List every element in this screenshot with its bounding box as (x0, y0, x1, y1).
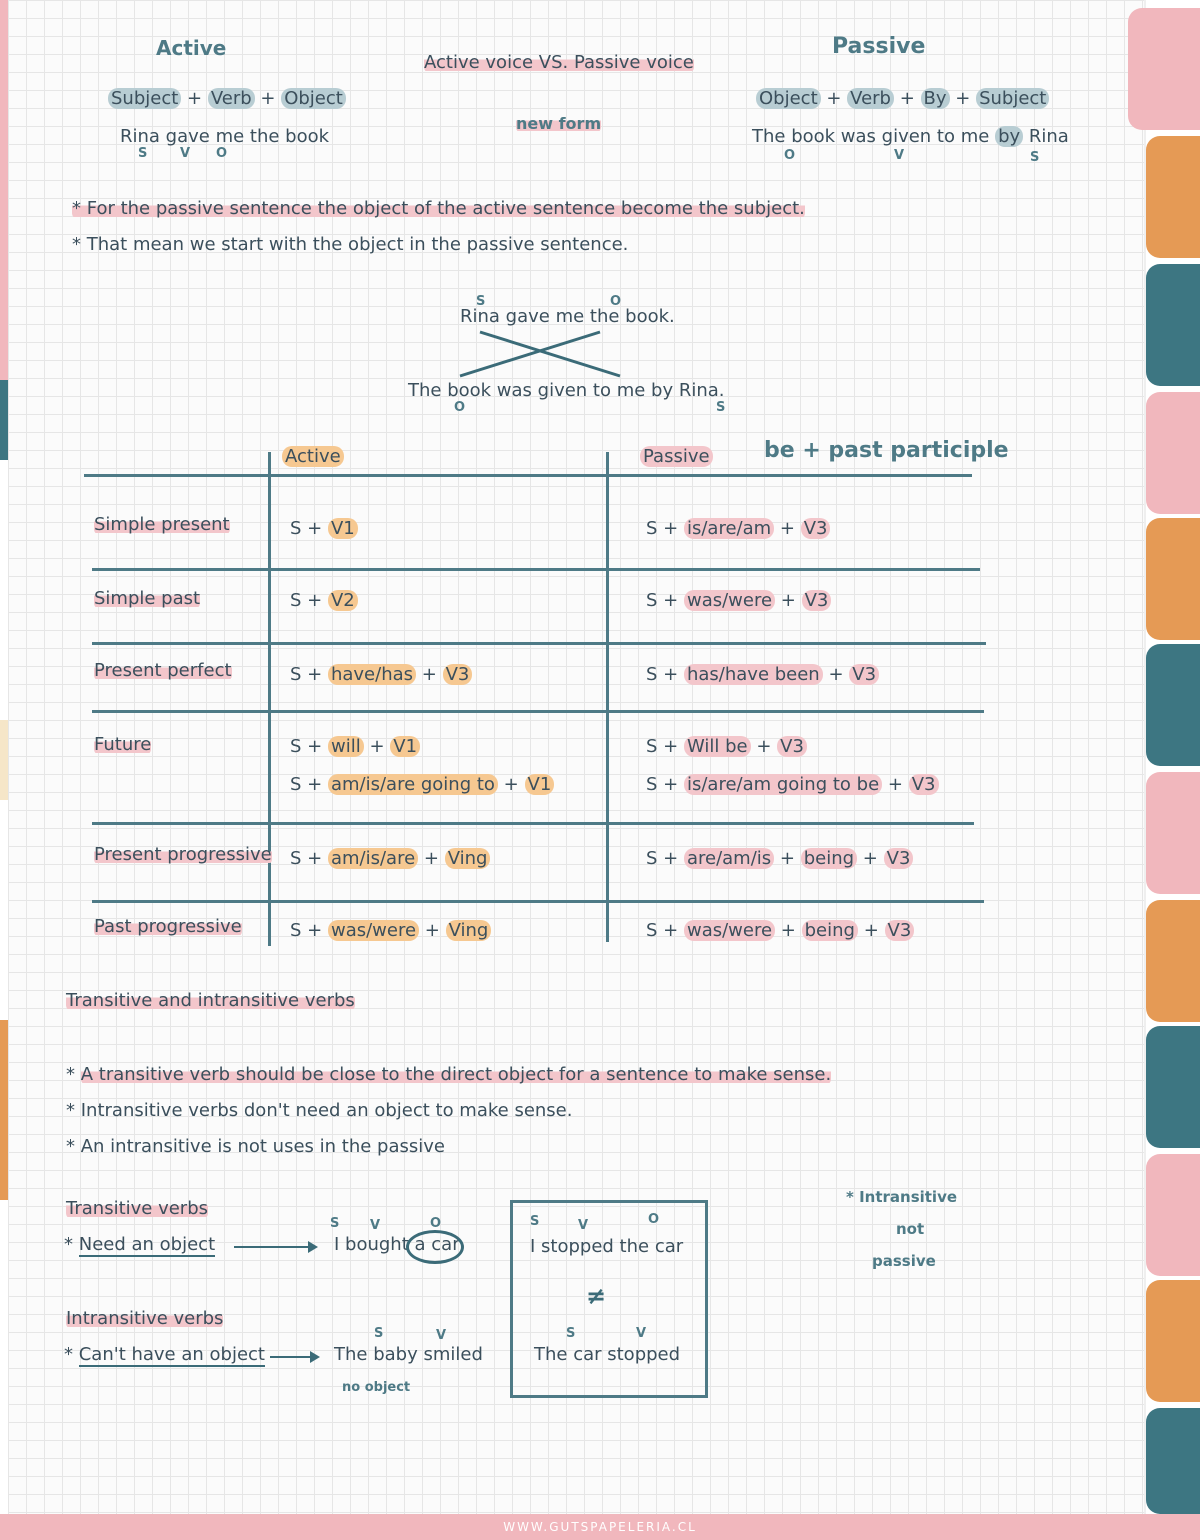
formula-object: Object (281, 88, 346, 109)
cell-v3: V3 (777, 736, 807, 757)
cell-plus: + (780, 590, 796, 611)
transitive-point-3 (66, 1136, 445, 1157)
box-mark-v2: V (636, 1326, 647, 1341)
rule-text: Can't have an object (78, 1344, 265, 1365)
cell-aux: has/have been (684, 664, 823, 685)
cell-v3: V3 (801, 518, 831, 539)
cell-being: being (802, 920, 858, 941)
active-past-progressive (290, 920, 491, 941)
left-deco-cream (0, 720, 8, 800)
cell-s: S + (290, 774, 323, 795)
cell-aux: was/were (684, 920, 775, 941)
intransitive-label-text: Intransitive verbs (66, 1308, 224, 1329)
new-form-label (516, 114, 601, 133)
page-title-text: Active voice VS. Passive voice (424, 52, 694, 73)
box-top-sentence: I stopped the car (530, 1236, 684, 1257)
formula-by-p: By (921, 88, 950, 109)
active-simple-past (290, 590, 358, 611)
tense-6-label: Past progressive (94, 916, 242, 937)
tense-simple-past (94, 588, 200, 609)
cell-plus: + (863, 920, 879, 941)
footer-url[interactable]: WWW.GUTSPAPELERIA.CL (0, 1514, 1200, 1540)
trans-mark-o: O (430, 1216, 442, 1231)
tense-simple-present (94, 514, 230, 535)
intransitive-example: The baby smiled (334, 1344, 483, 1365)
passive-simple-past (646, 590, 831, 611)
table-row-rule-5 (92, 900, 984, 903)
tense-present-progressive (94, 844, 272, 865)
tense-present-perfect (94, 660, 232, 681)
cell-plus: + (887, 774, 903, 795)
note-2 (72, 234, 628, 255)
tab-4[interactable] (1146, 392, 1200, 514)
mark-o-active: O (216, 146, 228, 161)
cell-s: S + (290, 736, 323, 757)
left-deco-teal (0, 380, 8, 460)
cell-plus: + (828, 664, 844, 685)
tab-9[interactable] (1146, 1026, 1200, 1148)
mark-v-passive: V (894, 148, 905, 163)
cell-plus: + (503, 774, 519, 795)
example-pre: I bought (334, 1234, 409, 1255)
passive-example (752, 126, 1069, 147)
table-header-passive (640, 446, 713, 467)
cell-v1: V1 (328, 518, 358, 539)
box-mark-o: O (648, 1212, 660, 1227)
note-1-content: For the passive sentence the object of the active sentence become the subject. (86, 198, 805, 219)
cell-s: S + (646, 920, 679, 941)
diagram-cross-arrows (440, 326, 680, 386)
cell-v3: V3 (885, 920, 915, 941)
transitive-title-text: Transitive and intransitive verbs (66, 990, 355, 1011)
diagram-active-sentence: Rina gave me the book. (460, 306, 675, 327)
new-form-text: new form (516, 114, 602, 133)
note-1 (72, 198, 805, 219)
cell-plus: + (779, 848, 795, 869)
transitive-point-1 (66, 1064, 831, 1085)
no-object-note: no object (342, 1380, 411, 1395)
not-equal-sign: ≠ (586, 1282, 607, 1310)
diagram-mark-o: O (610, 294, 622, 309)
tense-1-label: Simple present (94, 514, 230, 535)
box-mark-v: V (578, 1218, 589, 1233)
cell-aux: have/has (328, 664, 416, 685)
left-deco-orange (0, 1020, 8, 1200)
active-present-perfect (290, 664, 472, 685)
cell-plus: + (423, 848, 439, 869)
intransitive-verbs-label (66, 1308, 223, 1329)
formula-verb: Verb (208, 88, 255, 109)
cell-ving: Ving (445, 848, 491, 869)
header-passive-label: Passive (640, 446, 713, 467)
side-note-1: * Intransitive (846, 1188, 958, 1206)
cell-aux: am/is/are (328, 848, 418, 869)
cell-v1: V1 (525, 774, 555, 795)
header-active-label: Active (282, 446, 344, 467)
cell-aux: was/were (684, 590, 775, 611)
diagram-mark-o2: O (454, 400, 466, 415)
tense-2-label: Simple past (94, 588, 201, 609)
table-row-rule-1 (92, 568, 980, 571)
transitive-rule (64, 1234, 215, 1255)
tab-6[interactable] (1146, 644, 1200, 766)
active-heading: Active (156, 36, 227, 60)
box-bottom-sentence: The car stopped (534, 1344, 681, 1365)
box-mark-s: S (530, 1214, 540, 1229)
active-future-2 (290, 774, 554, 795)
passive-example-by: by (995, 126, 1023, 147)
rule-text: Need an object (78, 1234, 216, 1255)
note-1-text (72, 198, 805, 219)
cell-plus: + (421, 664, 437, 685)
cell-s: S + (646, 774, 679, 795)
trans-mark-s: S (330, 1216, 340, 1231)
transitive-verbs-label (66, 1198, 208, 1219)
table-row-rule-4 (92, 822, 974, 825)
formula-verb-p: Verb (847, 88, 894, 109)
side-note-2: not (896, 1220, 925, 1238)
intrans-mark-v: V (436, 1328, 447, 1343)
table-col-rule-2 (606, 452, 609, 942)
tense-3-label: Present perfect (94, 660, 232, 681)
cell-ving: Ving (446, 920, 492, 941)
table-col-rule-1 (268, 452, 271, 946)
transitive-label-text: Transitive verbs (66, 1198, 209, 1219)
cell-aux: will (328, 736, 364, 757)
tab-8[interactable] (1146, 900, 1200, 1022)
passive-past-progressive (646, 920, 914, 941)
box-mark-s2: S (566, 1326, 576, 1341)
cell-s: S + (646, 664, 679, 685)
cell-s: S + (290, 920, 323, 941)
left-deco-pink (0, 0, 8, 380)
intransitive-rule (64, 1344, 265, 1365)
formula-object-p: Object (756, 88, 821, 109)
cell-plus: + (779, 518, 795, 539)
object-circle (406, 1230, 464, 1264)
tab-2[interactable] (1146, 136, 1200, 258)
diagram-passive-sentence: The book was given to me by Rina. (408, 380, 725, 401)
cell-v3: V3 (802, 590, 832, 611)
bullet-1: * (72, 198, 87, 219)
tab-5[interactable] (1146, 518, 1200, 640)
tense-5-label: Present progressive (94, 844, 272, 865)
cell-aux: Will be (684, 736, 751, 757)
example-obj: a car (414, 1234, 460, 1255)
mark-s-active: S (138, 146, 148, 161)
passive-formula: Object + Verb + By + Subject (756, 88, 1049, 109)
active-simple-present (290, 518, 358, 539)
cell-plus: + (369, 736, 385, 757)
cell-v3: V3 (849, 664, 879, 685)
cell-aux: am/is/are going to (328, 774, 498, 795)
cell-aux: are/am/is (684, 848, 774, 869)
section-tabs (1146, 0, 1200, 1514)
cell-plus: + (424, 920, 440, 941)
mark-s-passive: S (1030, 150, 1040, 165)
bullet: * (66, 1136, 81, 1157)
active-example: Rina gave me the book (120, 126, 330, 147)
mark-v-active: V (180, 146, 191, 161)
tab-10[interactable] (1146, 1154, 1200, 1276)
arrow-intransitive (270, 1356, 318, 1358)
bullet: * (64, 1344, 79, 1365)
tense-4-label: Future (94, 734, 152, 755)
point-2-text: Intransitive verbs don't need an object to make sense. (80, 1100, 573, 1121)
mark-o-passive: O (784, 148, 796, 163)
active-present-progressive (290, 848, 490, 869)
passive-future-2 (646, 774, 939, 795)
cell-s: S + (646, 848, 679, 869)
trans-mark-v: V (370, 1218, 381, 1233)
cell-aux: was/were (328, 920, 419, 941)
bullet: * (64, 1234, 79, 1255)
note-2-content: That mean we start with the object in the passive sentence. (86, 234, 629, 255)
cell-s: S + (646, 736, 679, 757)
cell-s: S + (646, 518, 679, 539)
passive-heading: Passive (832, 34, 926, 59)
formula-subject-p: Subject (976, 88, 1049, 109)
active-formula: Subject + Verb + Object (108, 88, 346, 109)
cell-v3: V3 (884, 848, 914, 869)
table-header-active (282, 446, 344, 467)
cell-s: S + (290, 518, 323, 539)
passive-example-post: Rina (1028, 126, 1069, 147)
tab-11[interactable] (1146, 1280, 1200, 1402)
cell-v3: V3 (443, 664, 473, 685)
cell-s: S + (290, 664, 323, 685)
tab-1[interactable] (1128, 8, 1200, 130)
diagram-mark-s2: S (716, 400, 726, 415)
bullet: * (66, 1100, 81, 1121)
bullet: * (66, 1064, 81, 1085)
tab-7[interactable] (1146, 772, 1200, 894)
cell-s: S + (290, 590, 323, 611)
cell-v3: V3 (909, 774, 939, 795)
formula-note: be + past participle (764, 438, 1009, 463)
comparison-box (510, 1200, 708, 1398)
cell-s: S + (290, 848, 323, 869)
cell-being: being (801, 848, 857, 869)
point-3-text: An intransitive is not uses in the passive (80, 1136, 445, 1157)
tab-12[interactable] (1146, 1408, 1200, 1514)
passive-future-1 (646, 736, 807, 757)
side-note-3: passive (872, 1252, 936, 1270)
intrans-mark-s: S (374, 1326, 384, 1341)
cell-aux: is/are/am (684, 518, 774, 539)
bullet-2: * (72, 234, 87, 255)
transitive-title (66, 990, 355, 1011)
active-future-1 (290, 736, 420, 757)
passive-present-progressive (646, 848, 913, 869)
tense-past-progressive (94, 916, 242, 937)
diagram-mark-s: S (476, 294, 486, 309)
cell-v2: V2 (328, 590, 358, 611)
passive-simple-present (646, 518, 830, 539)
point-1-text: A transitive verb should be close to the direct object for a sentence to make sense. (80, 1064, 832, 1085)
transitive-point-2 (66, 1100, 572, 1121)
tab-3[interactable] (1146, 264, 1200, 386)
passive-present-perfect (646, 664, 879, 685)
cell-plus: + (756, 736, 772, 757)
table-row-rule-2 (92, 642, 986, 645)
table-header-rule (84, 474, 972, 477)
page-title (424, 52, 694, 73)
tense-future (94, 734, 151, 755)
table-row-rule-3 (92, 710, 984, 713)
cell-s: S + (646, 590, 679, 611)
arrow-transitive (234, 1246, 316, 1248)
formula-subject: Subject (108, 88, 181, 109)
cell-aux: is/are/am going to be (684, 774, 882, 795)
passive-example-pre: The book was given to me (752, 126, 990, 147)
cell-v1: V1 (390, 736, 420, 757)
cell-plus: + (862, 848, 878, 869)
cell-plus: + (780, 920, 796, 941)
